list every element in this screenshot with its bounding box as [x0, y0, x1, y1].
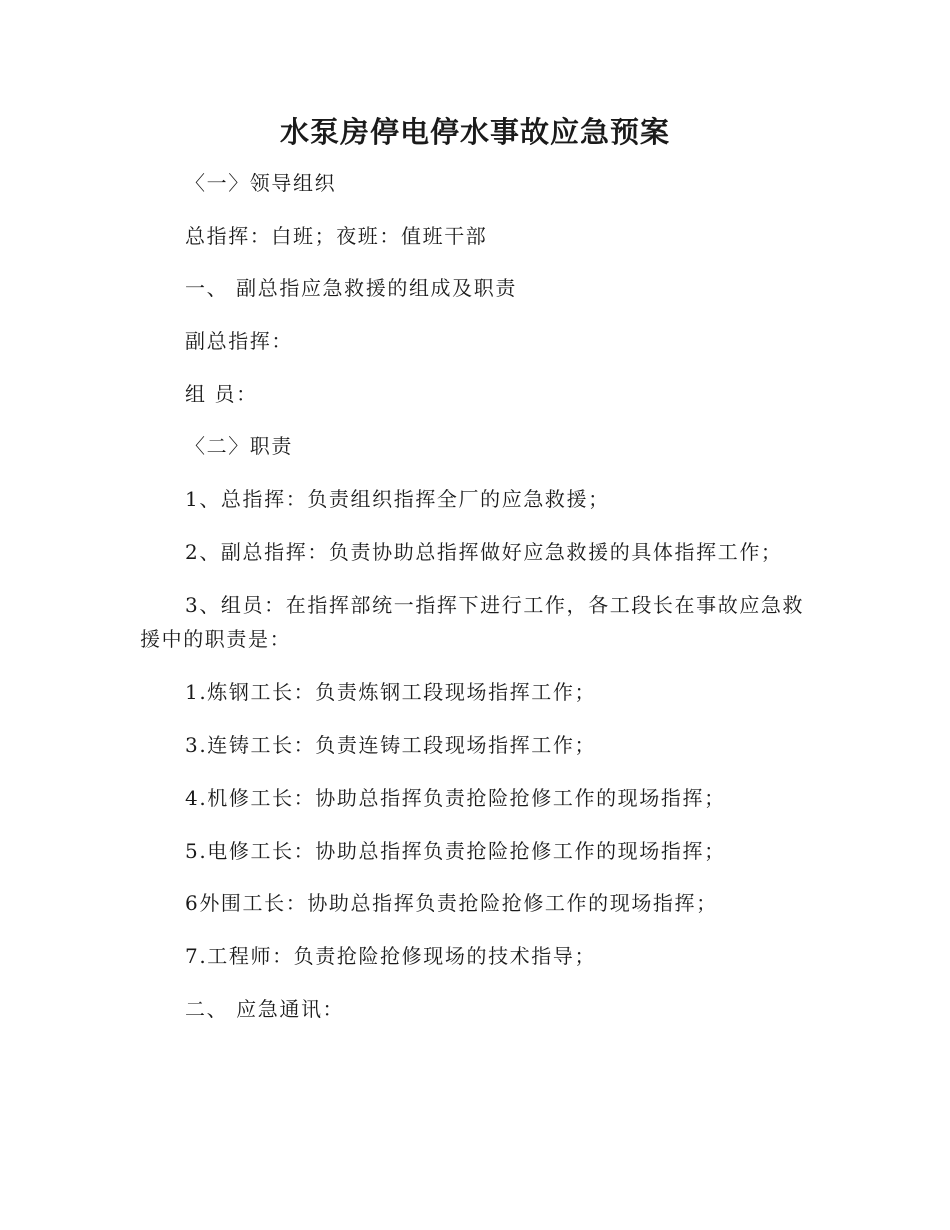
paragraph-duty-1: 1、总指挥：负责组织指挥全厂的应急救援； — [185, 487, 610, 511]
section-heading-deputy: 一、 副总指应急救援的组成及职责 — [185, 276, 517, 300]
paragraph-duty-3: 3、组员：在指挥部统一指挥下进行工作，各工段长在事故应急救援中的职责是： — [140, 593, 805, 651]
list-item-mechanical: 4.机修工长：协助总指挥负责抢险抢修工作的现场指挥； — [185, 786, 726, 810]
list-item-steelmaking: 1.炼钢工长：负责炼钢工段现场指挥工作； — [185, 680, 597, 704]
list-item-casting: 3.连铸工长：负责连铸工段现场指挥工作； — [185, 733, 597, 757]
document-title: 水泵房停电停水事故应急预案 — [279, 115, 670, 149]
paragraph-members: 组 员： — [185, 382, 258, 406]
list-item-peripheral: 6外围工长：协助总指挥负责抢险抢修工作的现场指挥； — [185, 891, 718, 915]
paragraph-commander: 总指挥：白班；夜班：值班干部 — [185, 224, 488, 248]
list-item-electrical: 5.电修工长：协助总指挥负责抢险抢修工作的现场指挥； — [185, 839, 726, 863]
list-item-engineer: 7.工程师：负责抢险抢修现场的技术指导； — [185, 944, 597, 968]
section-heading-communication: 二、 应急通讯： — [185, 997, 345, 1021]
paragraph-deputy-commander: 副总指挥： — [185, 329, 293, 353]
section-heading-duties: 〈二〉职责 — [185, 434, 293, 458]
section-heading-leadership: 〈一〉领导组织 — [185, 171, 337, 195]
paragraph-duty-2: 2、副总指挥：负责协助总指挥做好应急救援的具体指挥工作； — [185, 540, 783, 564]
